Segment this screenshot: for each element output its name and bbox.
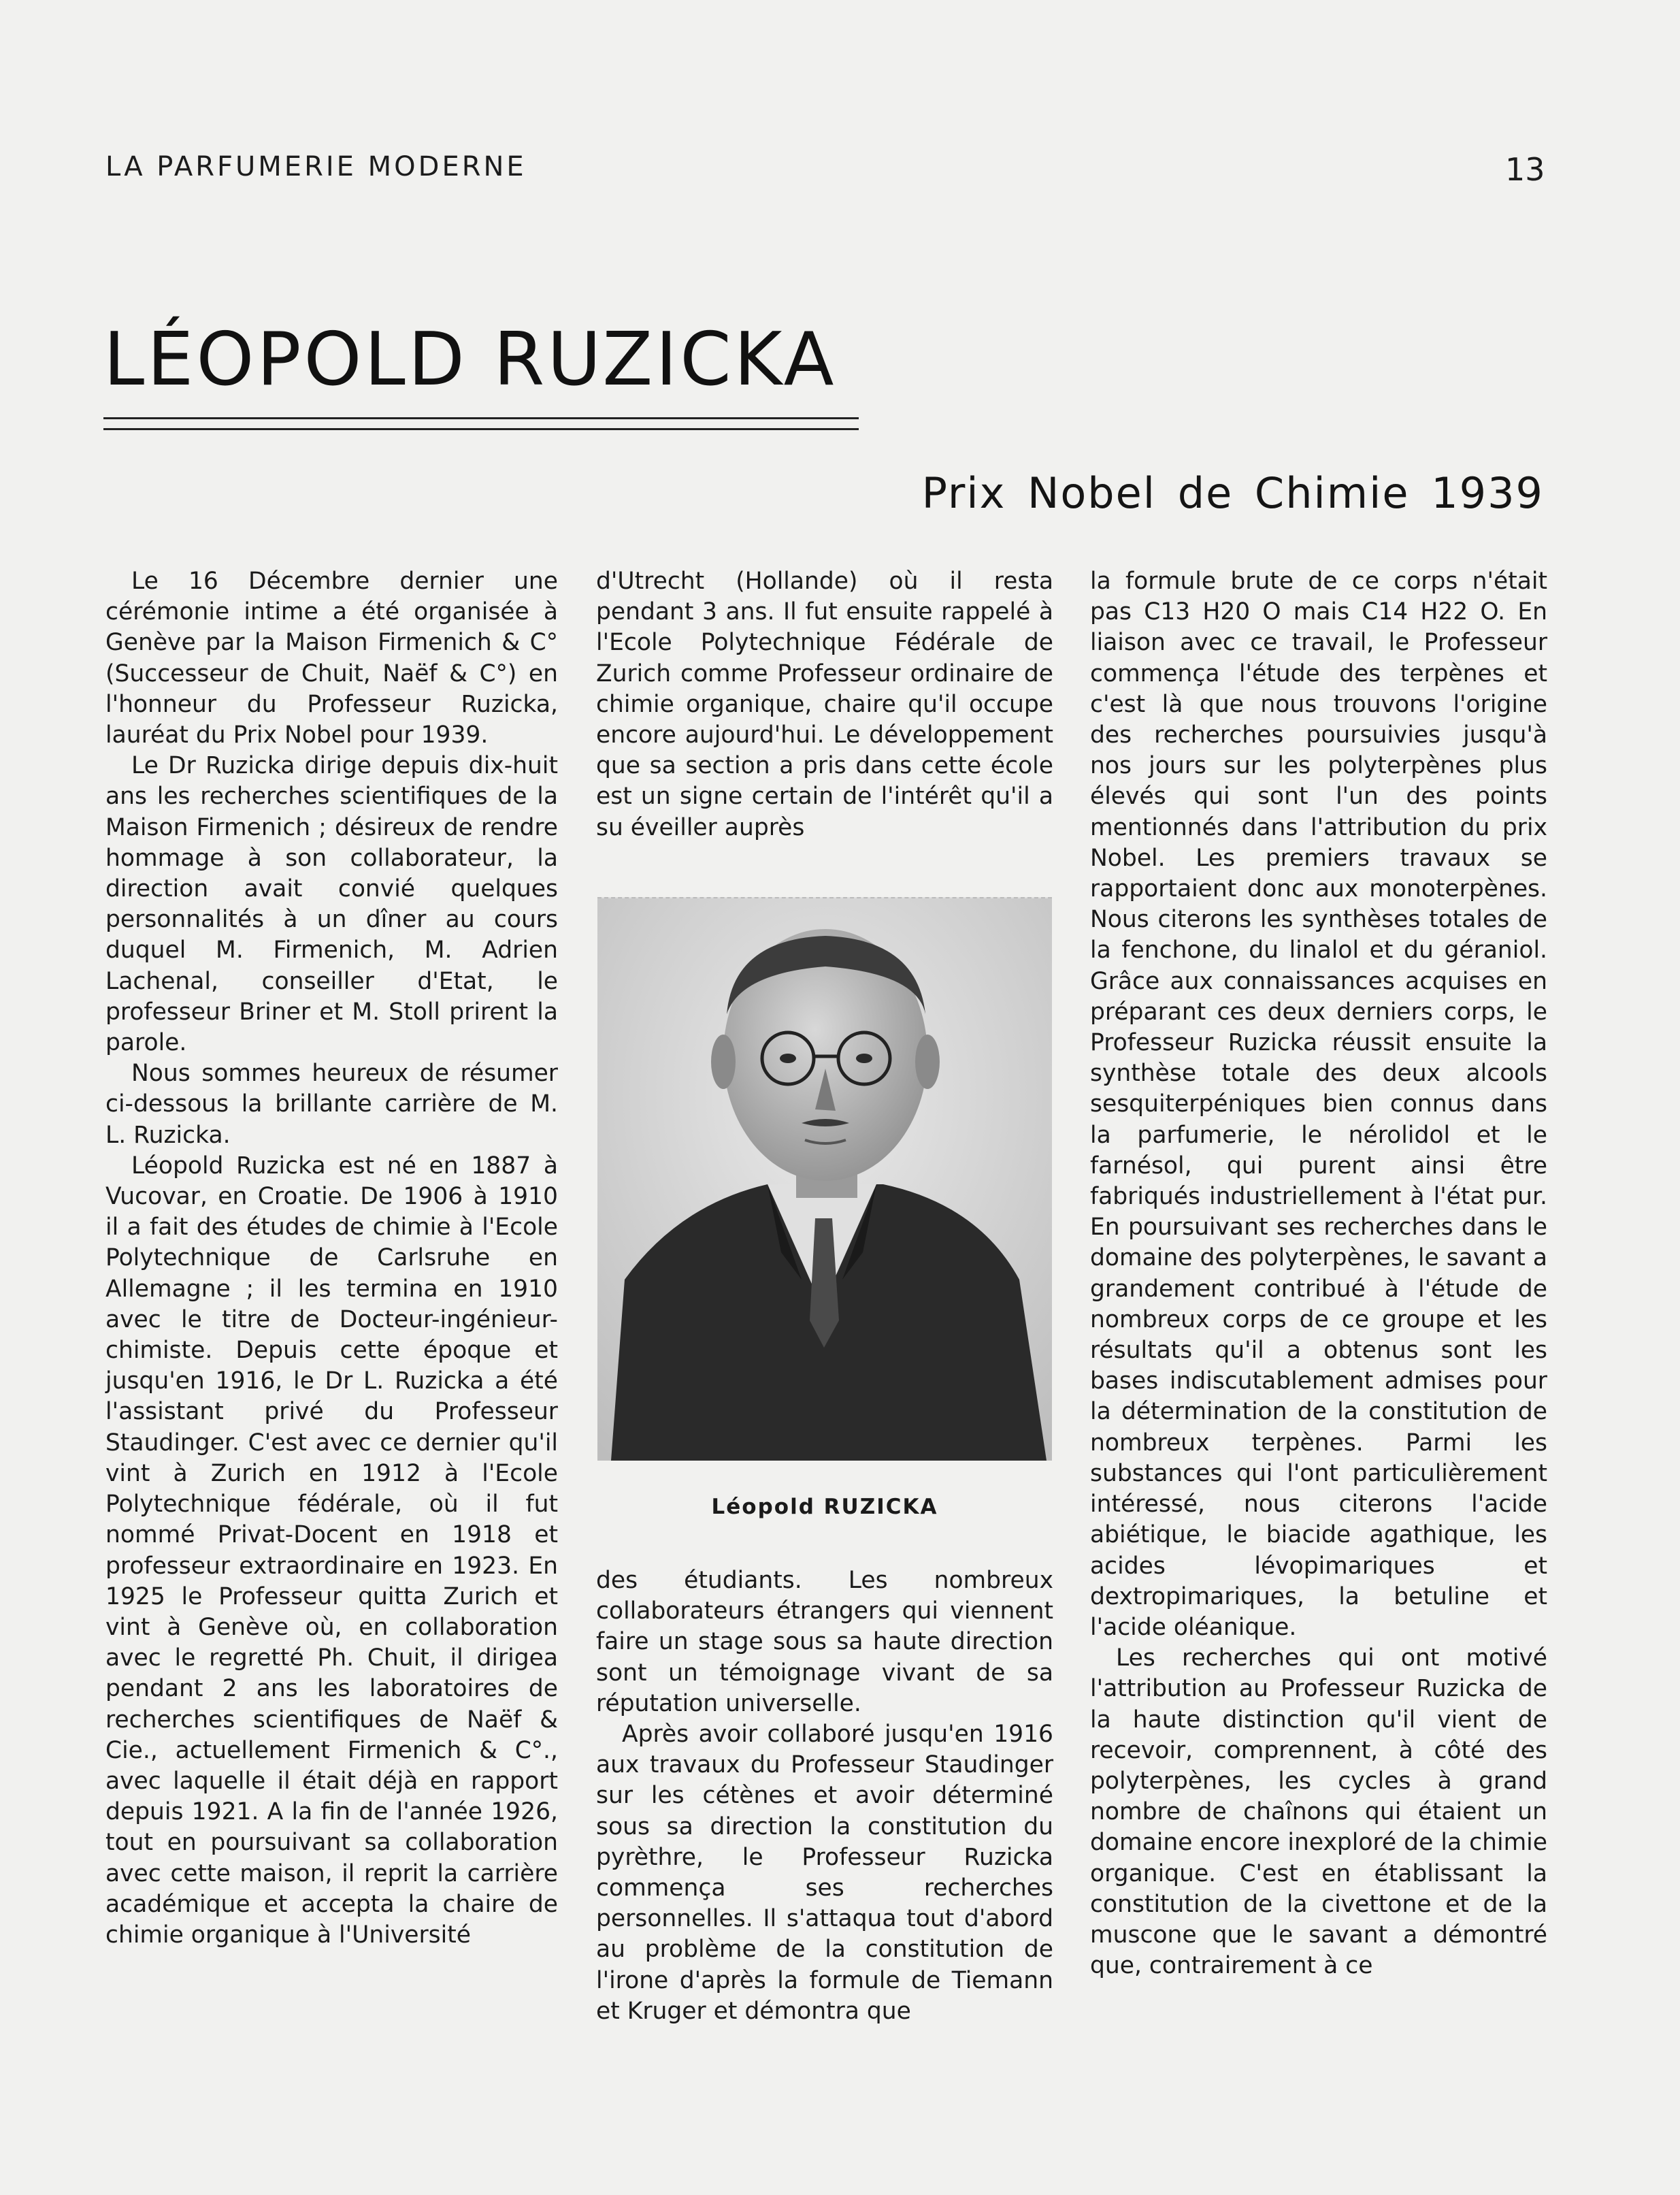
page-number: 13 [1505,151,1545,188]
article-subtitle: Prix Nobel de Chimie 1939 [921,468,1544,518]
paragraph: Après avoir collaboré jusqu'en 1916 aux travaux du Professeur Staudinger sur les cétènes et avoir déterminé sous sa direction la constitution du pyrèthre, le Professeur Ruzicka commença ses recherches personnelles. Il s'attaqua tout d'abord au problème de la constitution de l'irone d'après la formule de Tiemann et Kruger et démontra que [596,1721,1053,2025]
paragraph: d'Utrecht (Hollande) où il resta pendant 3 ans. Il fut ensuite rappelé à l'Ecole Polytechnique Fédérale de Zurich comme Professeur ordinaire de chimie organique, chaire qu'il occupe encore aujourd'hui. Le développement que sa section a pris dans cette école est un signe certain de l'intérêt qu'il a su éveiller auprès [596,568,1053,841]
text-column-middle-bottom [596,1565,1053,2027]
running-header-title: LA PARFUMERIE MODERNE [105,151,527,182]
text-column-left [105,566,558,1951]
article-title: LÉOPOLD RUZICKA [103,317,837,402]
title-underline-rule-double [103,428,859,430]
paragraph: des étudiants. Les nombreux collaborateurs étrangers qui viennent faire un stage sous sa haute direction sont un témoignage vivant de sa réputation universelle. [596,1567,1053,1717]
text-column-middle-top [596,566,1053,843]
paragraph: Léopold Ruzicka est né en 1887 à Vucovar, en Croatie. De 1906 à 1910 il a fait des études de chimie à l'Ecole Polytechnique de Carlsruhe en Allemagne ; il les termina en 1910 avec le titre de Docteur-ingénieur-chimiste. Depuis cette époque et jusqu'en 1916, le Dr L. Ruzicka a été l'assistant privé du Professeur Staudinger. C'est avec ce dernier qu'il vint à Zurich en 1912 à l'Ecole Polytechnique fédérale, où il fut nommé Privat-Docent en 1918 et professeur extraordinaire en 1923. En 1925 le Professeur quitta Zurich et vint à Genève où, en collaboration avec le regretté Ph. Chuit, il dirigea pendant 2 ans les laboratoires de recherches scientifiques de Naëf & Cie., actuellement Firmenich & C°., avec laquelle il était déjà en rapport depuis 1921. A la fin de l'année 1926, tout en poursuivant sa collaboration avec cette maison, il reprit la carrière académique et accepta la chaire de chimie organique à l'Université [105,1152,558,1949]
text-column-right [1090,566,1547,1981]
paragraph: Nous sommes heureux de résumer ci-dessous la brillante carrière de M. L. Ruzicka. [105,1060,558,1149]
paragraph: Le 16 Décembre dernier une cérémonie intime a été organisée à Genève par la Maison Firmenich & C° (Successeur de Chuit, Naëf & C°) en l'honneur du Professeur Ruzicka, lauréat du Prix Nobel pour 1939. [105,568,558,749]
title-underline-rule [103,417,859,419]
paragraph: Les recherches qui ont motivé l'attribution au Professeur Ruzicka de la haute distinction qu'il vient de recevoir, comprennent, à côté des polyterpènes, les cycles à grand nombre de chaînons qui étaient un domaine encore inexploré de la chimie organique. C'est en établissant la constitution de la civettone et de la muscone que le savant a démontré que, contrairement à ce [1090,1644,1547,1980]
portrait-photo [597,897,1052,1461]
portrait-illustration [597,898,1052,1461]
paragraph: Le Dr Ruzicka dirige depuis dix-huit ans les recherches scientifiques de la Maison Firmenich ; désireux de rendre hommage à son collaborateur, la direction avait convié quelques personnalités à un dîner au cours duquel M. Firmenich, M. Adrien Lachenal, conseiller d'Etat, le professeur Briner et M. Stoll prirent la parole. [105,752,558,1057]
photo-caption: Léopold RUZICKA [711,1495,938,1519]
paragraph: la formule brute de ce corps n'était pas C13 H20 O mais C14 H22 O. En liaison avec ce travail, le Professeur commença l'étude des terpènes et c'est là que nous trouvons l'origine des recherches poursuivies jusqu'à nos jours sur les polyterpènes plus élevés qui sont l'un des points mentionnés dans l'attribution du prix Nobel. Les premiers travaux se rapportaient donc aux monoterpènes. Nous citerons les synthèses totales de la fenchone, du linalol et du géraniol. Grâce aux connaissances acquises en préparant ces deux derniers corps, le Professeur Ruzicka réussit ensuite la synthèse totale des deux alcools sesquiterpéniques bien connus dans la parfumerie, le nérolidol et le farnésol, qui purent ainsi être fabriqués industriellement à l'état pur. En poursuivant ses recherches dans le domaine des polyterpènes, le savant a grandement contribué à l'étude de nombreux corps de ce groupe et les résultats qu'il a obtenus sont les bases indiscutablement admises pour la détermination de la constitution de nombreux terpènes. Parmi les substances qui l'ont particulièrement intéressé, nous citerons l'acide abiétique, le biacide agathique, les acides lévopimariques et dextropimariques, la betuline et l'acide oléanique. [1090,568,1547,1641]
